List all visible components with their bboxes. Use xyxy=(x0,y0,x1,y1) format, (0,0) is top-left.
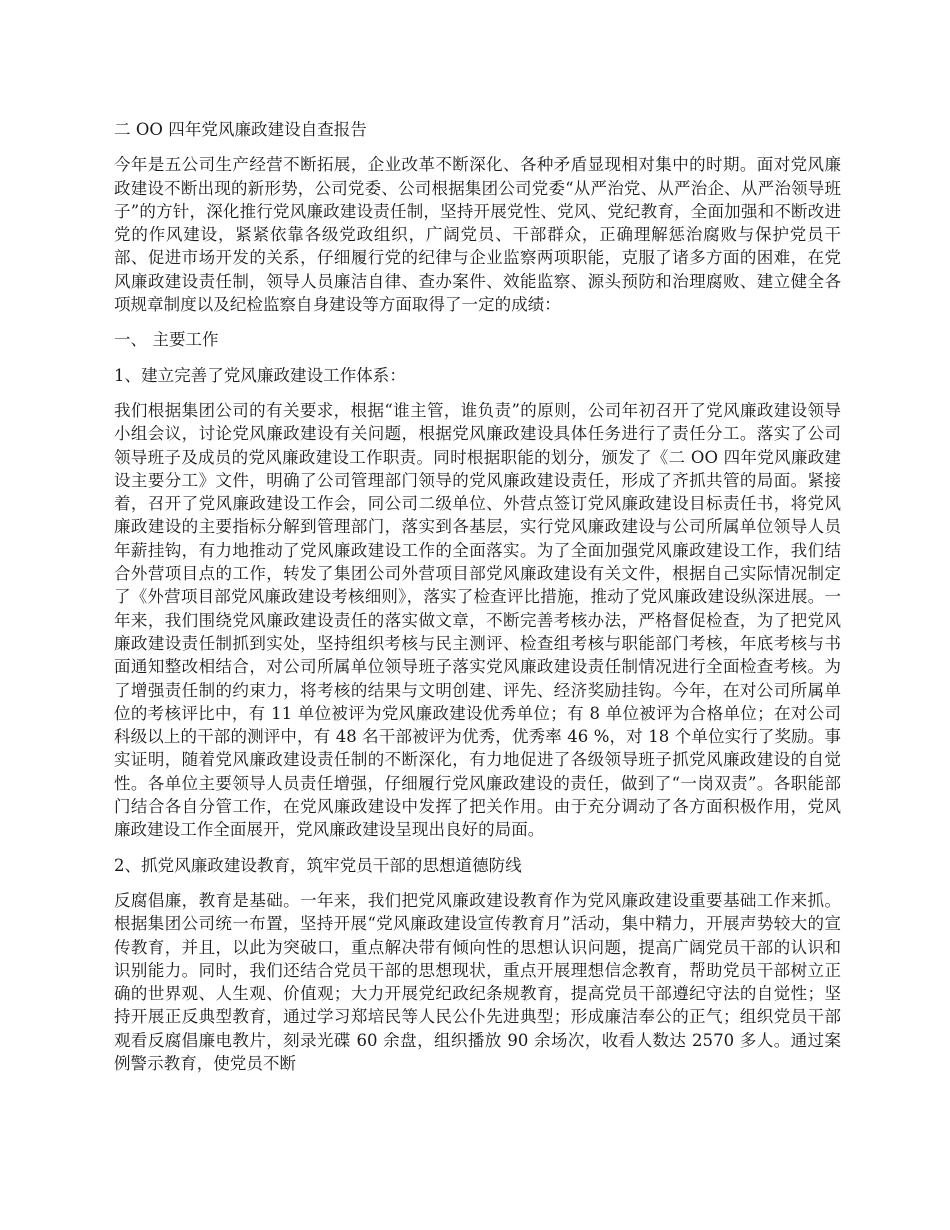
item-heading-1: 1、建立完善了党风廉政建设工作体系： xyxy=(114,365,406,385)
document-title: 二 OO 四年党风廉政建设自查报告 xyxy=(114,120,367,139)
section-heading-main-work: 一、 主要工作 xyxy=(114,330,219,350)
intro-paragraph: 今年是五公司生产经营不断拓展，企业改革不断深化、各种矛盾显现相对集中的时期。面对党风廉政建设不断出现的新形势，公司党委、公司根据集团公司党委“从严治党、从严治企、从严治领导班子”的方针，深化推行党风廉政建设责任制，坚持开展党性、党风、党纪教育，全面加强和不断改进党的作风建设，紧紧依靠各级党政组织，广阔党员、干部群众，正确理解惩治腐败与保护党员干部、促进市场开发的关系，仔细履行党的纪律与企业监察两项职能，克服了诸多方面的困难，在党风廉政建设责任制，领导人员廉洁自律、查办案件、效能监察、源头预防和治理腐败、建立健全各项规章制度以及纪检监察自身建设等方面取得了一定的成绩： xyxy=(114,155,841,315)
item-heading-2: 2、抓党风廉政建设教育，筑牢党员干部的思想道德防线 xyxy=(114,855,522,875)
item-body-1: 我们根据集团公司的有关要求，根据“谁主管，谁负责”的原则，公司年初召开了党风廉政建设领导小组会议，讨论党风廉政建设有关问题，根据党风廉政建设具体任务进行了责任分工。落实了公司领导班子及成员的党风廉政建设工作职责。同时根据职能的划分，颁发了《二 OO 四年党风廉政建设主要分工》文件，明确了公司管理部门领导的党风廉政建设责任，形成了齐抓共管的局面。紧接着，召开了党风廉政建设工作会，同公司二级单位、外营点签订党风廉政建设目标责任书，将党风廉政建设的主要指标分解到管理部门，落实到各基层，实行党风廉政建设与公司所属单位领导人员年薪挂钩，有力地推动了党风廉政建设工作的全面落实。为了全面加强党风廉政建设工作，我们结合外营项目点的工作，转发了集团公司外营项目部党风廉政建设有关文件，根据自己实际情况制定了《外营项目部党风廉政建设考核细则》，落实了检查评比措施，推动了党风廉政建设纵深进展。一年来，我们围绕党风廉政建设责任的落实做文章，不断完善考核办法，严格督促检查，为了把党风廉政建设责任制抓到实处，坚持组织考核与民主测评、检查组考核与职能部门考核，年底考核与书面通知整改相结合，对公司所属单位领导班子落实党风廉政建设责任制情况进行全面检查考核。为了增强责任制的约束力，将考核的结果与文明创建、评先、经济奖励挂钩。今年，在对公司所属单位的考核评比中，有 11 单位被评为党风廉政建设优秀单位；有 8 单位被评为合格单位；在对公司科级以上的干部的测评中，有 48 名干部被评为优秀，优秀率 46 %，对 18 个单位实行了奖励。事实证明，随着党风廉政建设责任制的不断深化，有力地促进了各级领导班子抓党风廉政建设的自觉性。各单位主要领导人员责任增强，仔细履行党风廉政建设的责任，做到了“一岗双责”。各职能部门结合各自分管工作，在党风廉政建设中发挥了把关作用。由于充分调动了各方面积极作用，党风廉政建设工作全面展开，党风廉政建设呈现出良好的局面。 xyxy=(114,400,841,840)
item-body-2: 反腐倡廉，教育是基础。一年来，我们把党风廉政建设教育作为党风廉政建设重要基础工作来抓。根据集团公司统一布置，坚持开展“党风廉政建设宣传教育月”活动，集中精力，开展声势较大的宣传教育，并且，以此为突破口，重点解决带有倾向性的思想认识问题，提高广阔党员干部的认识和识别能力。同时，我们还结合党员干部的思想现状，重点开展理想信念教育，帮助党员干部树立正确的世界观、人生观、价值观；大力开展党纪政纪条规教育，提高党员干部遵纪守法的自觉性；坚持开展正反典型教育，通过学习郑培民等人民公仆先进典型；形成廉洁奉公的正气；组织党员干部观看反腐倡廉电教片，刻录光碟 60 余盘，组织播放 90 余场次，收看人数达 2570 多人。通过案例警示教育，使党员不断 xyxy=(114,890,841,1073)
document-page xyxy=(114,118,841,1087)
